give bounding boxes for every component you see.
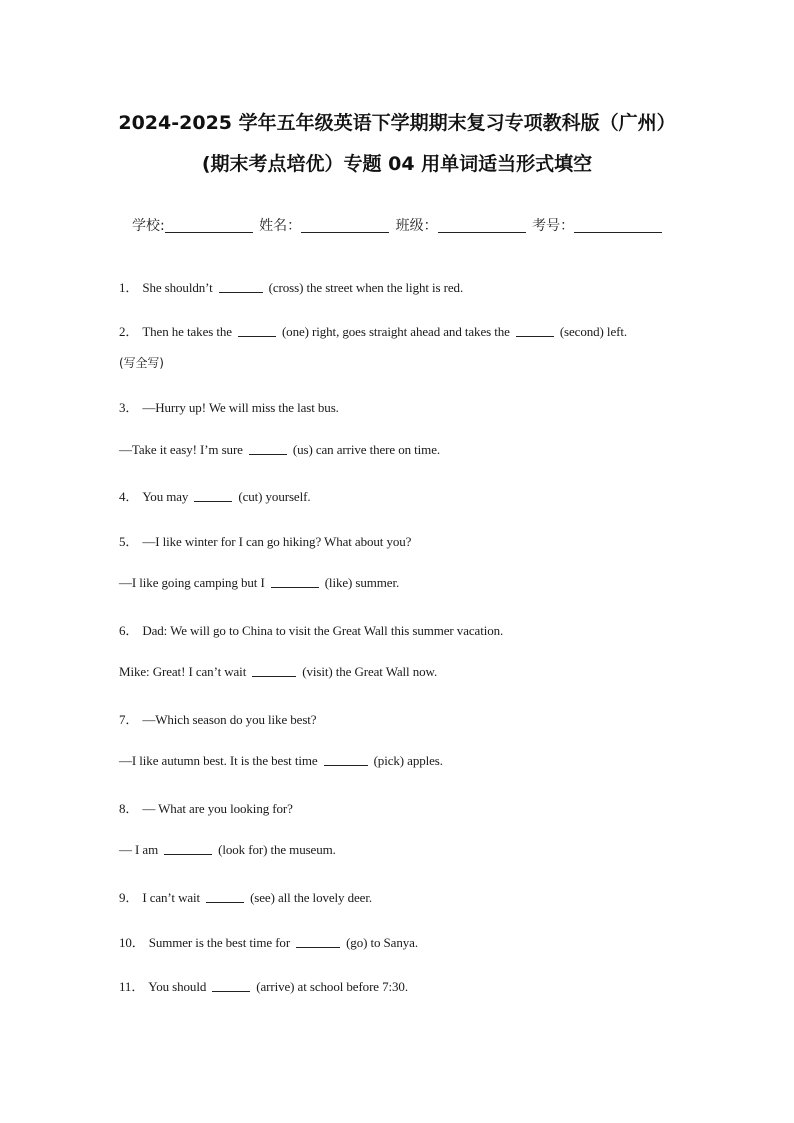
question-text: —I like going camping but I bbox=[119, 575, 265, 590]
question-text: —I like autumn best. It is the best time bbox=[119, 753, 318, 768]
number-field[interactable] bbox=[574, 218, 662, 233]
question-number: 1． bbox=[119, 280, 139, 295]
question-text: Then he takes the bbox=[142, 324, 232, 339]
question-text: —Take it easy! I’m sure bbox=[119, 442, 243, 457]
question-6 bbox=[119, 620, 503, 639]
answer-blank[interactable] bbox=[194, 489, 232, 502]
question-7-reply bbox=[119, 753, 443, 769]
answer-blank[interactable] bbox=[271, 575, 319, 588]
answer-blank[interactable] bbox=[206, 890, 244, 903]
question-text: (cross) the street when the light is red. bbox=[268, 280, 464, 295]
answer-blank[interactable] bbox=[249, 442, 287, 455]
question-2-note: (写全写) bbox=[119, 356, 164, 370]
question-9 bbox=[119, 887, 372, 906]
page-title: 2024-2025 学年五年级英语下学期期末复习专项教科版（广州） bbox=[118, 112, 676, 134]
school-label: 学校: bbox=[132, 218, 165, 234]
question-3 bbox=[119, 397, 339, 416]
question-text: Summer is the best time for bbox=[148, 935, 291, 950]
question-text: —Hurry up! We will miss the last bus. bbox=[142, 400, 339, 415]
question-10 bbox=[119, 932, 418, 951]
answer-blank[interactable] bbox=[252, 664, 296, 677]
class-label: 班级： bbox=[395, 218, 438, 234]
school-field[interactable] bbox=[165, 218, 253, 233]
question-text: You should bbox=[148, 979, 207, 994]
question-text: (see) all the lovely deer. bbox=[250, 890, 373, 905]
question-text: Mike: Great! I can’t wait bbox=[119, 664, 247, 679]
question-number: 9． bbox=[119, 890, 139, 905]
question-number: 3． bbox=[119, 400, 139, 415]
question-number: 10． bbox=[119, 935, 145, 950]
question-5 bbox=[119, 531, 411, 550]
page-subtitle: (期末考点培优）专题 04 用单词适当形式填空 bbox=[201, 153, 593, 175]
question-text: (us) can arrive there on time. bbox=[292, 442, 441, 457]
question-2 bbox=[119, 321, 627, 340]
question-text: She shouldn’t bbox=[142, 280, 213, 295]
name-label: 姓名： bbox=[259, 218, 302, 234]
question-6-reply bbox=[119, 664, 437, 680]
question-text: (one) right, goes straight ahead and takes the bbox=[281, 324, 510, 339]
question-number: 6． bbox=[119, 623, 139, 638]
question-text: —I like winter for I can go hiking? What about you? bbox=[142, 534, 412, 549]
question-number: 2． bbox=[119, 324, 139, 339]
question-text: (pick) apples. bbox=[373, 753, 443, 768]
question-text: —Which season do you like best? bbox=[142, 712, 317, 727]
question-number: 7． bbox=[119, 712, 139, 727]
question-text: (arrive) at school before 7:30. bbox=[256, 979, 408, 994]
question-text: (like) summer. bbox=[324, 575, 400, 590]
question-text: (second) left. bbox=[559, 324, 628, 339]
question-text: (visit) the Great Wall now. bbox=[302, 664, 438, 679]
question-number: 4． bbox=[119, 489, 139, 504]
name-field[interactable] bbox=[301, 218, 389, 233]
question-text: (look for) the museum. bbox=[218, 842, 336, 857]
answer-blank[interactable] bbox=[324, 753, 368, 766]
question-text: — I am bbox=[119, 842, 159, 857]
class-field[interactable] bbox=[438, 218, 526, 233]
question-text: (cut) yourself. bbox=[238, 489, 311, 504]
question-4 bbox=[119, 486, 310, 505]
answer-blank[interactable] bbox=[516, 324, 554, 337]
question-8 bbox=[119, 798, 293, 817]
answer-blank[interactable] bbox=[219, 280, 263, 293]
question-text: You may bbox=[142, 489, 189, 504]
question-number: 5． bbox=[119, 534, 139, 549]
answer-blank[interactable] bbox=[212, 979, 250, 992]
question-1 bbox=[119, 277, 463, 296]
question-text: (go) to Sanya. bbox=[346, 935, 418, 950]
student-info-row bbox=[132, 215, 664, 235]
question-number: 11． bbox=[119, 979, 145, 994]
question-text: — What are you looking for? bbox=[142, 801, 293, 816]
question-number: 8． bbox=[119, 801, 139, 816]
answer-blank[interactable] bbox=[164, 842, 212, 855]
answer-blank[interactable] bbox=[296, 935, 340, 948]
question-8-reply bbox=[119, 842, 336, 858]
question-text: I can’t wait bbox=[142, 890, 201, 905]
question-7 bbox=[119, 709, 316, 728]
question-text: Dad: We will go to China to visit the Great Wall this summer vacation. bbox=[142, 623, 504, 638]
question-11 bbox=[119, 976, 408, 995]
answer-blank[interactable] bbox=[238, 324, 276, 337]
question-5-reply bbox=[119, 575, 399, 591]
question-3-reply bbox=[119, 442, 440, 458]
number-label: 考号： bbox=[532, 218, 575, 234]
